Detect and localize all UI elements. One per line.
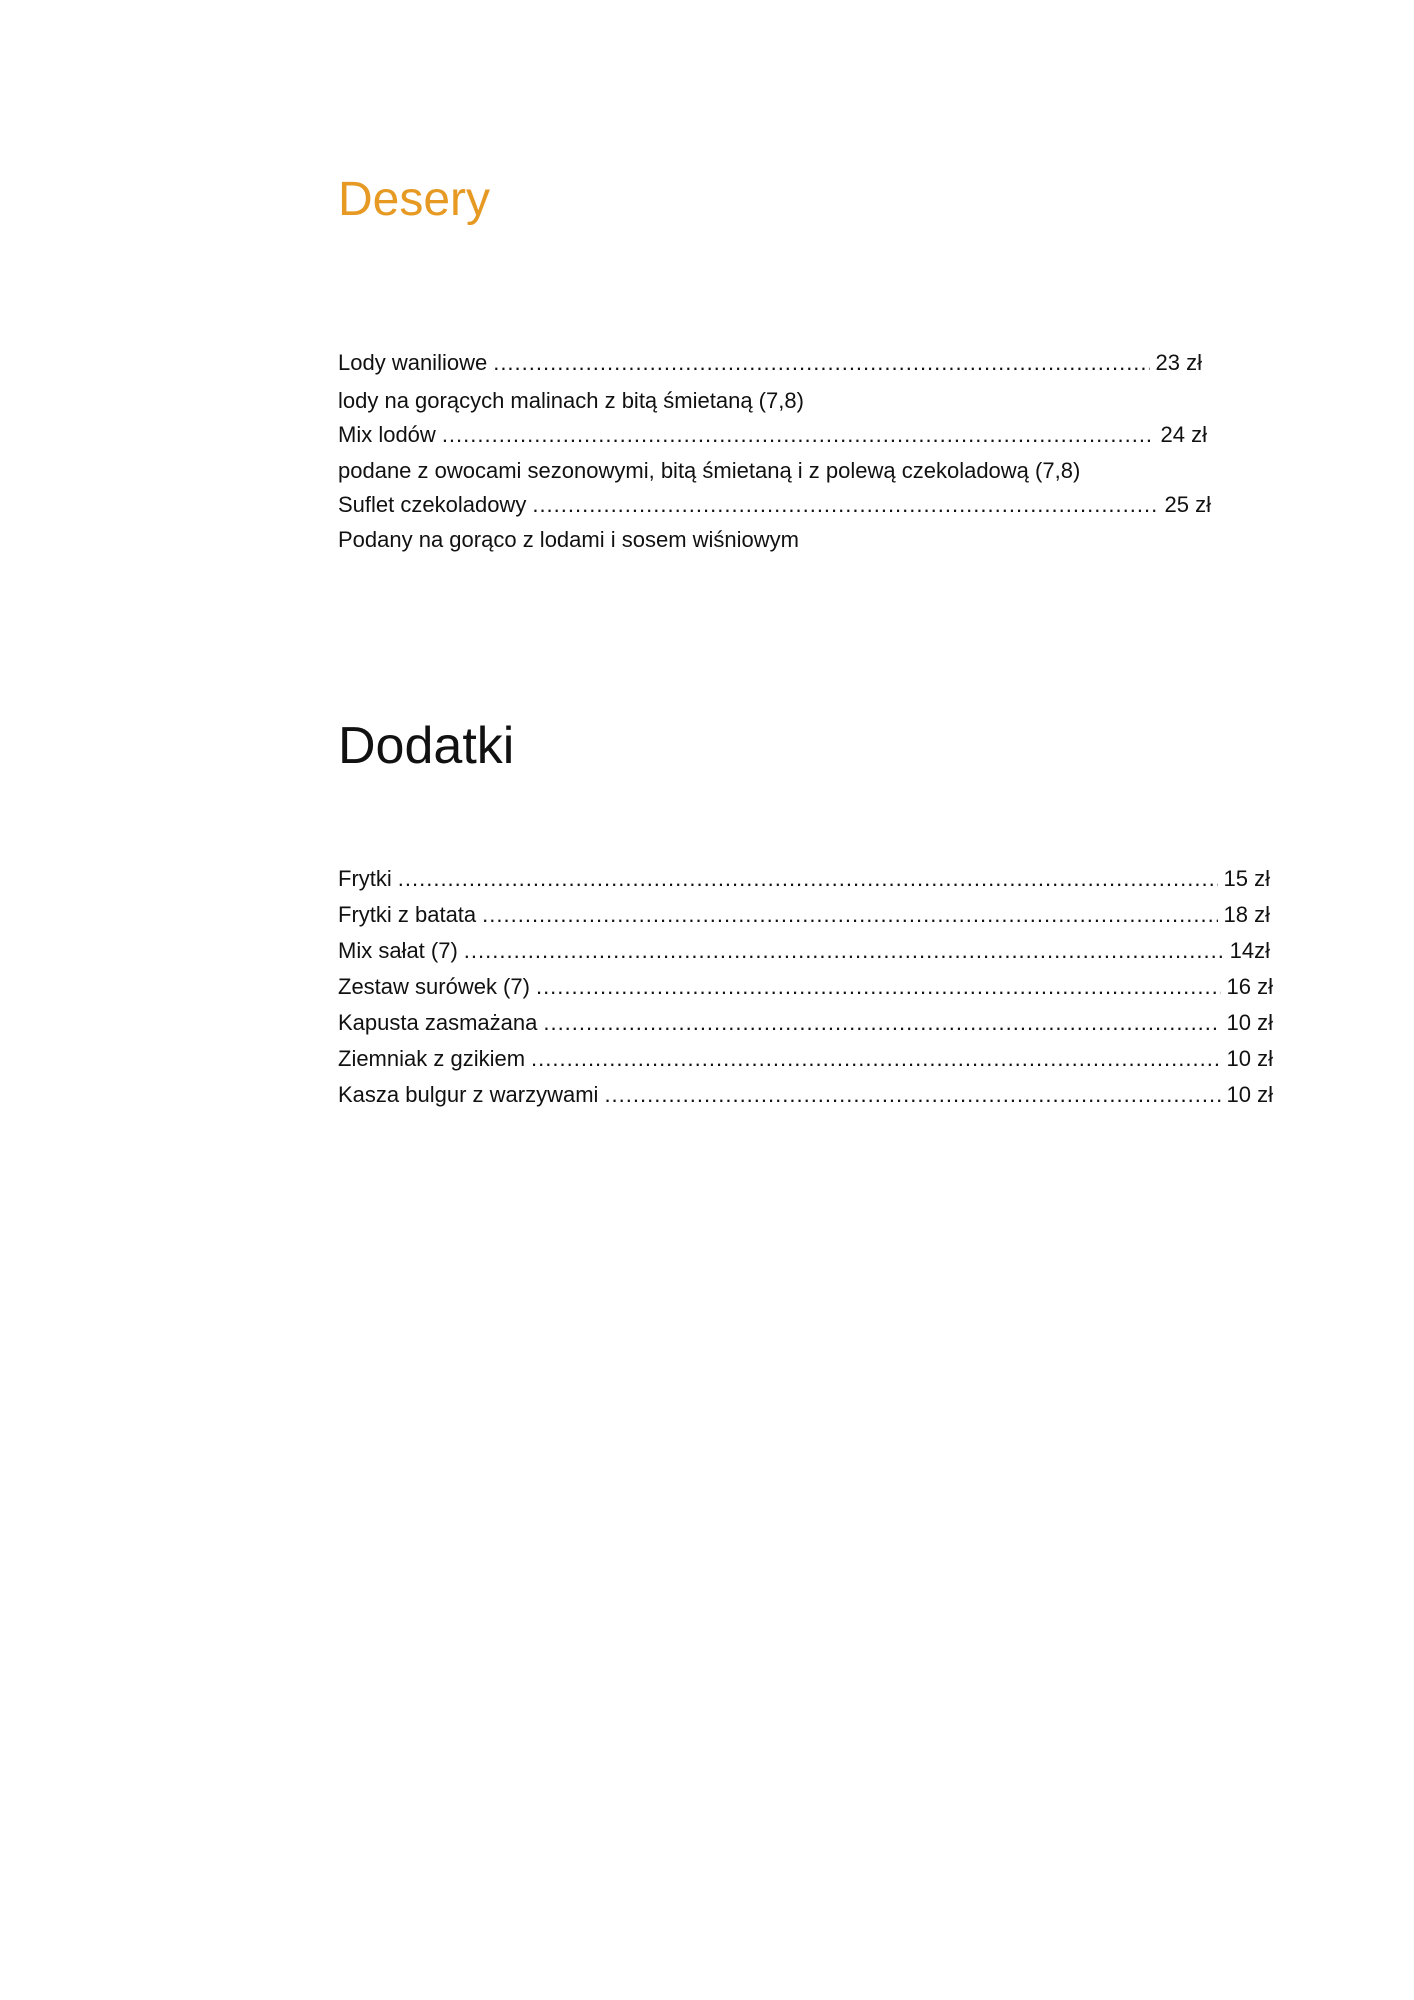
leader-dots (536, 972, 1221, 1002)
leader-dots (442, 420, 1155, 450)
leader-dots (493, 348, 1149, 378)
side-name: Ziemniak z gzikiem (338, 1046, 526, 1071)
dessert-name: Mix lodów (338, 422, 436, 447)
side-name: Frytki (338, 866, 392, 891)
side-name: Mix sałat (7) (338, 938, 458, 963)
dessert-description: Podany na gorąco z lodami i sosem wiśniowym (338, 527, 799, 552)
dessert-name: Suflet czekoladowy (338, 492, 527, 517)
leader-dots (532, 490, 1158, 520)
side-price: 10 zł (1226, 1010, 1273, 1035)
dessert-item (338, 490, 1211, 520)
leader-dots (398, 864, 1218, 894)
side-price: 14zł (1229, 938, 1270, 963)
side-item (338, 972, 1273, 1002)
leader-dots (464, 936, 1224, 966)
side-price: 15 zł (1223, 866, 1270, 891)
side-item (338, 1080, 1273, 1110)
side-price: 10 zł (1226, 1046, 1273, 1071)
side-item (338, 900, 1270, 930)
side-item (338, 936, 1270, 966)
dessert-price: 23 zł (1155, 350, 1202, 375)
side-price: 10 zł (1226, 1082, 1273, 1107)
side-name: Kasza bulgur z warzywami (338, 1082, 599, 1107)
leader-dots (531, 1044, 1220, 1074)
side-item (338, 1044, 1273, 1074)
dessert-item (338, 420, 1207, 450)
side-name: Kapusta zasmażana (338, 1010, 538, 1035)
desserts-heading: Desery (338, 173, 491, 226)
sides-heading: Dodatki (338, 717, 515, 775)
side-item (338, 864, 1270, 894)
side-price: 16 zł (1226, 974, 1273, 999)
dessert-description: lody na gorących malinach z bitą śmietaną (7,8) (338, 388, 804, 413)
side-name: Zestaw surówek (7) (338, 974, 530, 999)
dessert-price: 24 zł (1160, 422, 1207, 447)
side-name: Frytki z batata (338, 902, 477, 927)
leader-dots (482, 900, 1217, 930)
dessert-description: podane z owocami sezonowymi, bitą śmietaną i z polewą czekoladową (7,8) (338, 458, 1081, 483)
side-item (338, 1008, 1273, 1038)
leader-dots (543, 1008, 1220, 1038)
dessert-price: 25 zł (1164, 492, 1211, 517)
side-price: 18 zł (1223, 902, 1270, 927)
dessert-name: Lody waniliowe (338, 350, 488, 375)
dessert-item (338, 348, 1202, 378)
leader-dots (604, 1080, 1220, 1110)
